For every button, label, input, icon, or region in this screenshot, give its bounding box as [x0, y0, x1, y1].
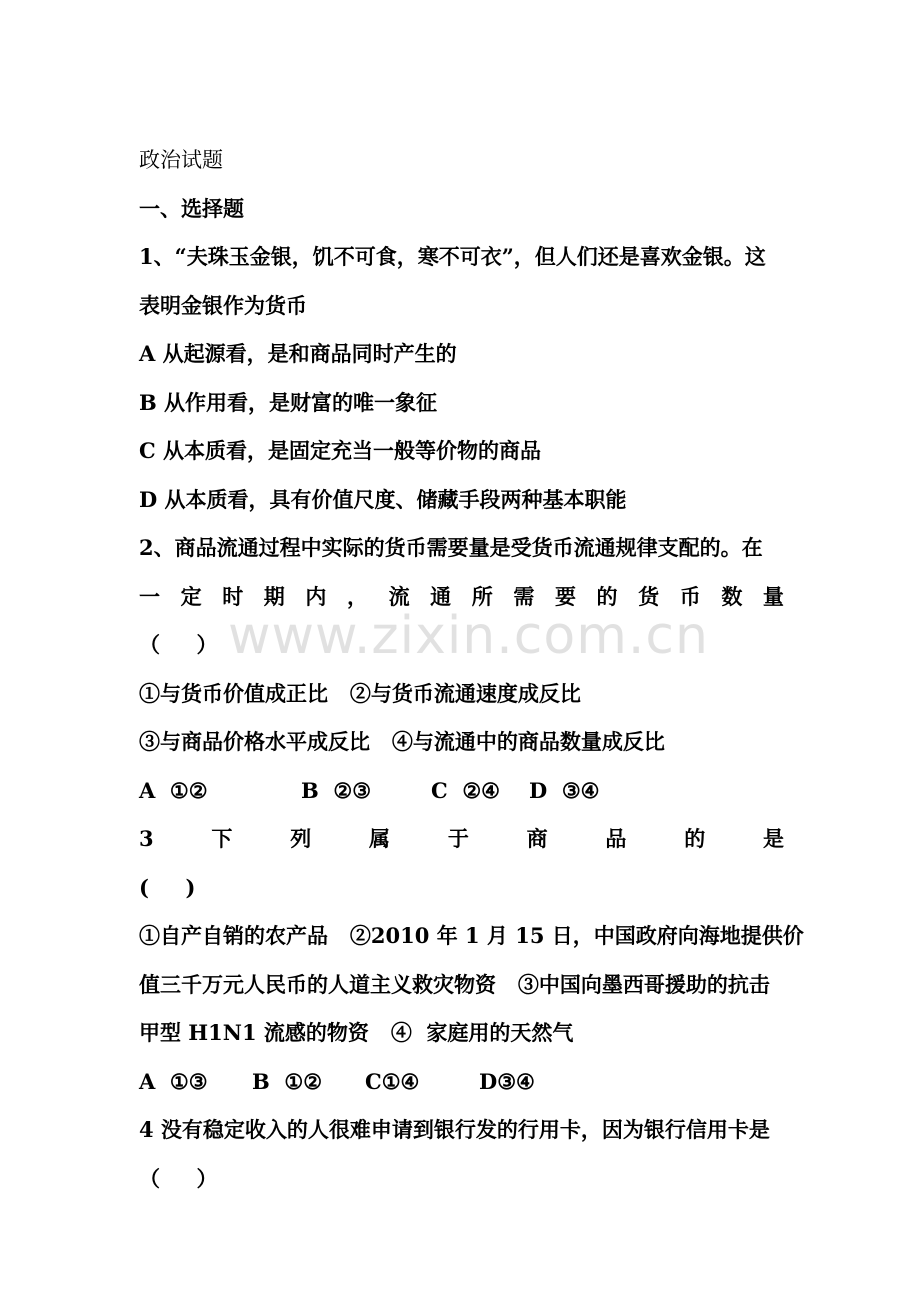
- q3-char: 的: [684, 826, 706, 851]
- q3-answer-b: B ①②: [252, 1068, 323, 1094]
- q2-char: 数: [721, 583, 743, 609]
- q2-statements-1: ①与货币价值成正比 ②与货币流通速度成反比: [139, 680, 581, 706]
- q3-char: 3: [139, 826, 154, 851]
- q4-blank: （ ）: [139, 1165, 218, 1191]
- q2-answer-d: D ③④: [529, 777, 600, 803]
- q3-char: 商: [526, 826, 548, 851]
- q2-char: 货: [638, 583, 660, 609]
- q1-option-c: C 从本质看，是固定充当一般等价物的商品: [139, 438, 542, 463]
- q3-char: 下: [211, 826, 233, 851]
- q2-char: 内: [305, 583, 327, 609]
- q1-stem-line1: 1、“夫珠玉金银，饥不可食，寒不可衣”，但人们还是喜欢金银。这: [139, 244, 766, 269]
- q1-option-d: D 从本质看，具有价值尺度、储藏手段两种基本职能: [139, 486, 627, 512]
- q3-blank: ( ): [139, 874, 196, 900]
- q2-char: ，: [346, 583, 368, 609]
- q2-answer-c: C ②④: [431, 777, 500, 803]
- q3-stem-line1: [139, 819, 784, 868]
- q3-char: 是: [763, 826, 784, 851]
- q2-char: 要: [554, 583, 576, 609]
- q2-answers: [139, 771, 784, 820]
- q2-statements-2: ③与商品价格水平成反比 ④与流通中的商品数量成反比: [139, 729, 665, 754]
- q3-answer-d: D③④: [479, 1068, 535, 1094]
- q3-char: 属: [369, 826, 391, 851]
- q3-char: 于: [447, 826, 469, 851]
- q2-stem-line2: [139, 577, 784, 626]
- q1-option-a: A 从起源看，是和商品同时产生的: [139, 341, 457, 366]
- document-page: [139, 140, 804, 1207]
- q2-char: 的: [596, 583, 618, 609]
- q3-char: 品: [605, 826, 627, 851]
- q2-answer-b: B ②③: [301, 777, 372, 803]
- section-heading: 一、选择题: [139, 195, 244, 221]
- q3-statement-line1: ①自产自销的农产品 ②2010 年 1 月 15 日，中国政府向海地提供价: [139, 923, 804, 948]
- q2-char: 期: [263, 583, 285, 609]
- watermark: www.zixin.com.cn: [228, 606, 709, 666]
- q3-answer-a: A ①③: [139, 1068, 208, 1094]
- q2-char: 币: [679, 583, 701, 609]
- q2-char: 定: [180, 583, 202, 609]
- q2-char: 所: [471, 583, 493, 609]
- q2-char: 流: [388, 583, 410, 609]
- q2-char: 需: [513, 583, 535, 609]
- q2-char: 通: [430, 583, 452, 609]
- q2-char: 时: [222, 583, 244, 609]
- q3-char: 列: [290, 826, 312, 851]
- q3-statement-line2: 值三千万元人民币的人道主义救灾物资 ③中国向墨西哥援助的抗击: [139, 971, 770, 997]
- q2-blank: （ ）: [139, 632, 218, 657]
- q1-stem-line2: 表明金银作为货币: [139, 292, 307, 318]
- q3-answer-c: C①④: [365, 1068, 420, 1094]
- q3-statement-line3: 甲型 H1N1 流感的物资 ④ 家庭用的天然气: [139, 1020, 574, 1045]
- q3-answers: [139, 1062, 784, 1111]
- q4-stem-line1: 4 没有稳定收入的人很难申请到银行发的行用卡，因为银行信用卡是: [139, 1117, 770, 1142]
- q2-stem-line1: 2、商品流通过程中实际的货币需要量是受货币流通规律支配的。在: [139, 535, 763, 560]
- q2-char: 量: [762, 583, 784, 609]
- q2-char: 一: [139, 583, 160, 609]
- q1-option-b: B 从作用看，是财富的唯一象征: [139, 389, 438, 415]
- doc-title: 政治试题: [139, 148, 223, 172]
- q2-answer-a: A ①②: [139, 777, 208, 803]
